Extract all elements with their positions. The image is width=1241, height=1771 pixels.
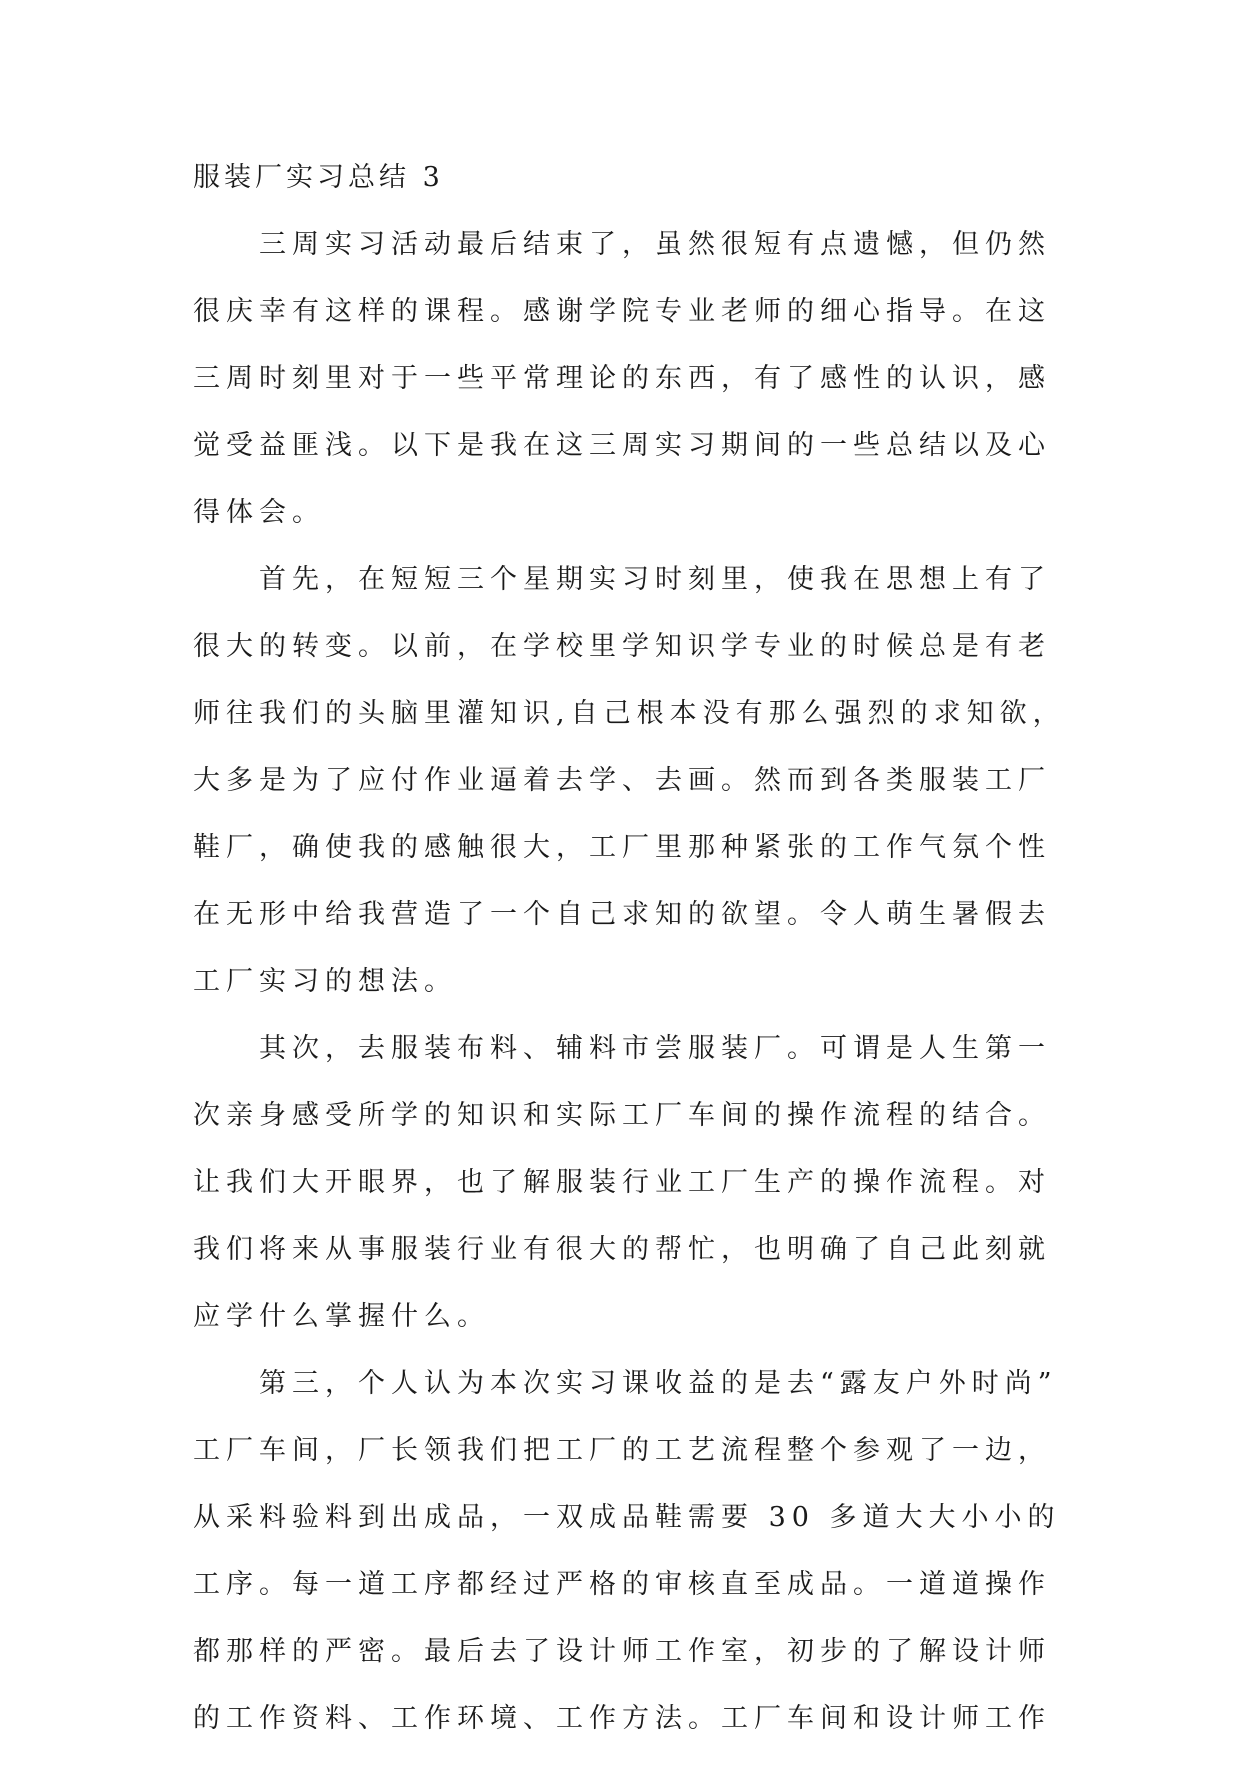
paragraph-3-line-5: 应学什么掌握什么。 <box>193 1301 490 1332</box>
paragraph-1-line-1: 三周实习活动最后结束了，虽然很短有点遗憾，但仍然 <box>259 229 1051 260</box>
paragraph-4-line-4: 工序。每一道工序都经过严格的审核直至成品。一道道操作 <box>193 1569 1051 1600</box>
document-title: 服装厂实习总结 3 <box>193 162 444 193</box>
paragraph-2-line-7: 工厂实习的想法。 <box>193 966 457 997</box>
paragraph-3-line-2: 次亲身感受所学的知识和实际工厂车间的操作流程的结合。 <box>193 1100 1051 1131</box>
paragraph-4-line-2: 工厂车间，厂长领我们把工厂的工艺流程整个参观了一边， <box>193 1435 1051 1466</box>
paragraph-2-line-4: 大多是为了应付作业逼着去学、去画。然而到各类服装工厂 <box>193 765 1051 796</box>
paragraph-2-line-6: 在无形中给我营造了一个自己求知的欲望。令人萌生暑假去 <box>193 899 1051 930</box>
document-body <box>193 163 1073 1771</box>
paragraph-3-line-3: 让我们大开眼界，也了解服装行业工厂生产的操作流程。对 <box>193 1167 1051 1198</box>
paragraph-2-line-5: 鞋厂，确使我的感触很大，工厂里那种紧张的工作气氛个性 <box>193 832 1051 863</box>
paragraph-2-line-1: 首先，在短短三个星期实习时刻里，使我在思想上有了 <box>259 564 1051 595</box>
paragraph-2-line-3: 师往我们的头脑里灌知识,自己根本没有那么强烈的求知欲， <box>193 698 1066 729</box>
paragraph-4-line-1: 第三，个人认为本次实习课收益的是去“露友户外时尚” <box>259 1368 1058 1399</box>
paragraph-1-line-4: 觉受益匪浅。以下是我在这三周实习期间的一些总结以及心 <box>193 430 1051 461</box>
paragraph-2-line-2: 很大的转变。以前，在学校里学知识学专业的时候总是有老 <box>193 631 1051 662</box>
paragraph-4-line-3: 从采料验料到出成品，一双成品鞋需要 30 多道大大小小的 <box>193 1502 1061 1533</box>
paragraph-4-line-5: 都那样的严密。最后去了设计师工作室，初步的了解设计师 <box>193 1636 1051 1667</box>
paragraph-4-line-6: 的工作资料、工作环境、工作方法。工厂车间和设计师工作 <box>193 1703 1051 1734</box>
paragraph-1-line-5: 得体会。 <box>193 497 325 528</box>
paragraph-3-line-4: 我们将来从事服装行业有很大的帮忙，也明确了自己此刻就 <box>193 1234 1051 1265</box>
paragraph-1-line-2: 很庆幸有这样的课程。感谢学院专业老师的细心指导。在这 <box>193 296 1051 327</box>
paragraph-3-line-1: 其次，去服装布料、辅料市尝服装厂。可谓是人生第一 <box>259 1033 1051 1064</box>
paragraph-1-line-3: 三周时刻里对于一些平常理论的东西，有了感性的认识，感 <box>193 363 1051 394</box>
